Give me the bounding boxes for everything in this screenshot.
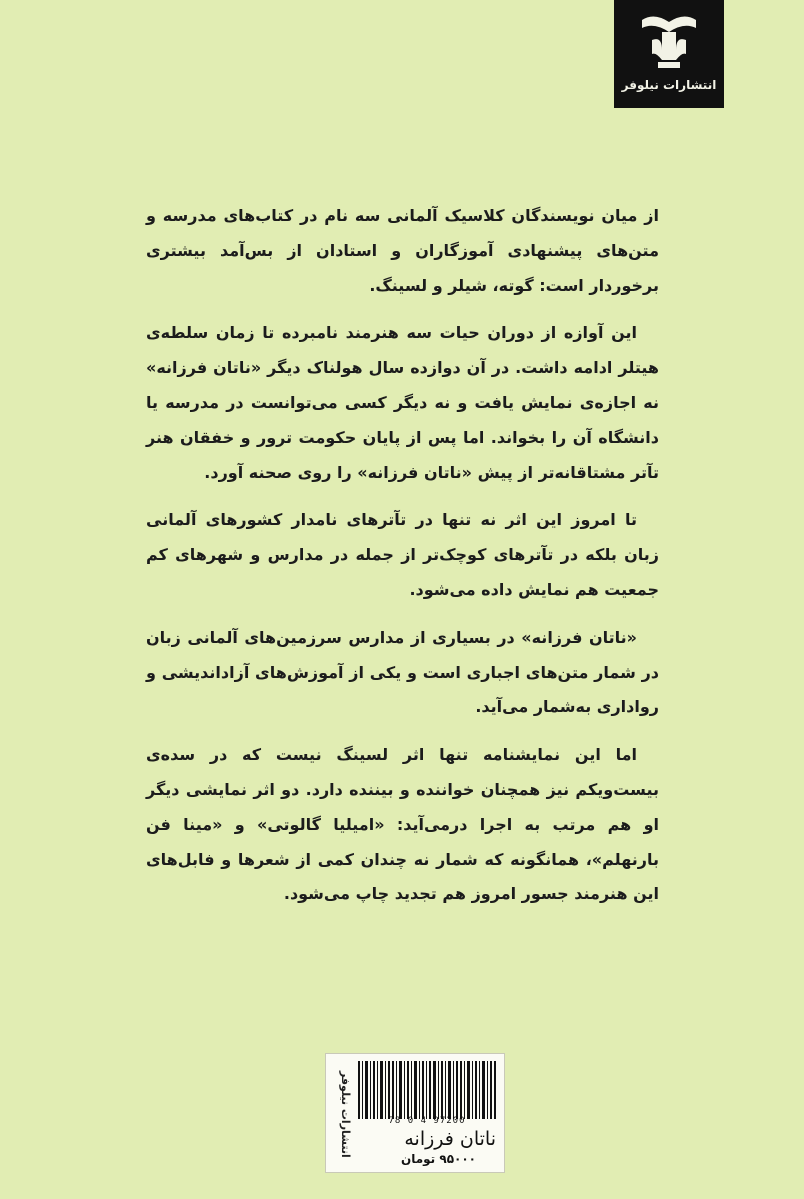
blurb-text	[146, 199, 659, 925]
publisher-name: انتشارات نیلوفر	[621, 78, 717, 92]
sticker-book-title: ناتان فرزانه	[404, 1128, 496, 1150]
blurb-paragraph: «ناتان فرزانه» در بسیاری از مدارس سرزمین‌های آلمانی زبان در شمار متن‌های اجباری است و یکی از آموزش‌های آزاداندیشی و رواداری به‌شمار می‌آید.	[146, 627, 659, 717]
publisher-logo-block	[614, 0, 724, 108]
blurb-paragraph: این آوازه از دوران حیات سه هنرمند نامبرده تا زمان سلطه‌ی هیتلر ادامه داشت. در آن دوازده سال هولناک دیگر «ناتان فرزانه» نه اجازه‌ی نمایش یافت و نه دیگر کسی می‌توانست در مدرسه یا دانشگاه آن را بخواند. اما پس از پایان حکومت ترور و خفقان هنر تآتر مشتاقانه‌تر از پیش «ناتان فرزانه» را روی صحنه آورد.	[146, 323, 659, 482]
sticker-price: ۹۵۰۰۰ تومان	[400, 1152, 476, 1166]
blurb-paragraph: از میان نویسندگان کلاسیک آلمانی سه نام در کتاب‌های مدرسه و متن‌های پیشنهادی آموزگاران و استادان از بس‌آمد بیشتری برخوردار است: گوته، شیلر و لسینگ.	[146, 206, 659, 295]
price-sticker	[325, 1053, 505, 1173]
barcode-digits: 78 0 4 97200	[388, 1116, 466, 1126]
blurb-paragraph: اما این نمایشنامه تنها اثر لسینگ نیست که در سده‌ی بیست‌ویکم نیز همچنان خواننده و بیننده دارد. دو اثر نمایشی دیگر او هم مرتب به اجرا درمی‌آید: «امیلیا گالوتی» و «مینا فن بارنهلم»، همانگونه که شمار نه چندان کمی از شعرها و فابل‌های این هنرمند جسور امروز هم تجدید چاپ می‌شود.	[146, 745, 659, 904]
blurb-paragraph: تا امروز این اثر نه تنها در تآترهای نامدار کشورهای آلمانی زبان بلکه در تآترهای کوچک‌تر از جمله در مدارس و شهرهای کم جمعیت هم نمایش داده می‌شود.	[146, 510, 659, 599]
sticker-publisher: انتشارات نیلوفر	[339, 1070, 352, 1158]
nilufar-logo-icon	[638, 10, 700, 74]
barcode-icon	[356, 1061, 498, 1119]
